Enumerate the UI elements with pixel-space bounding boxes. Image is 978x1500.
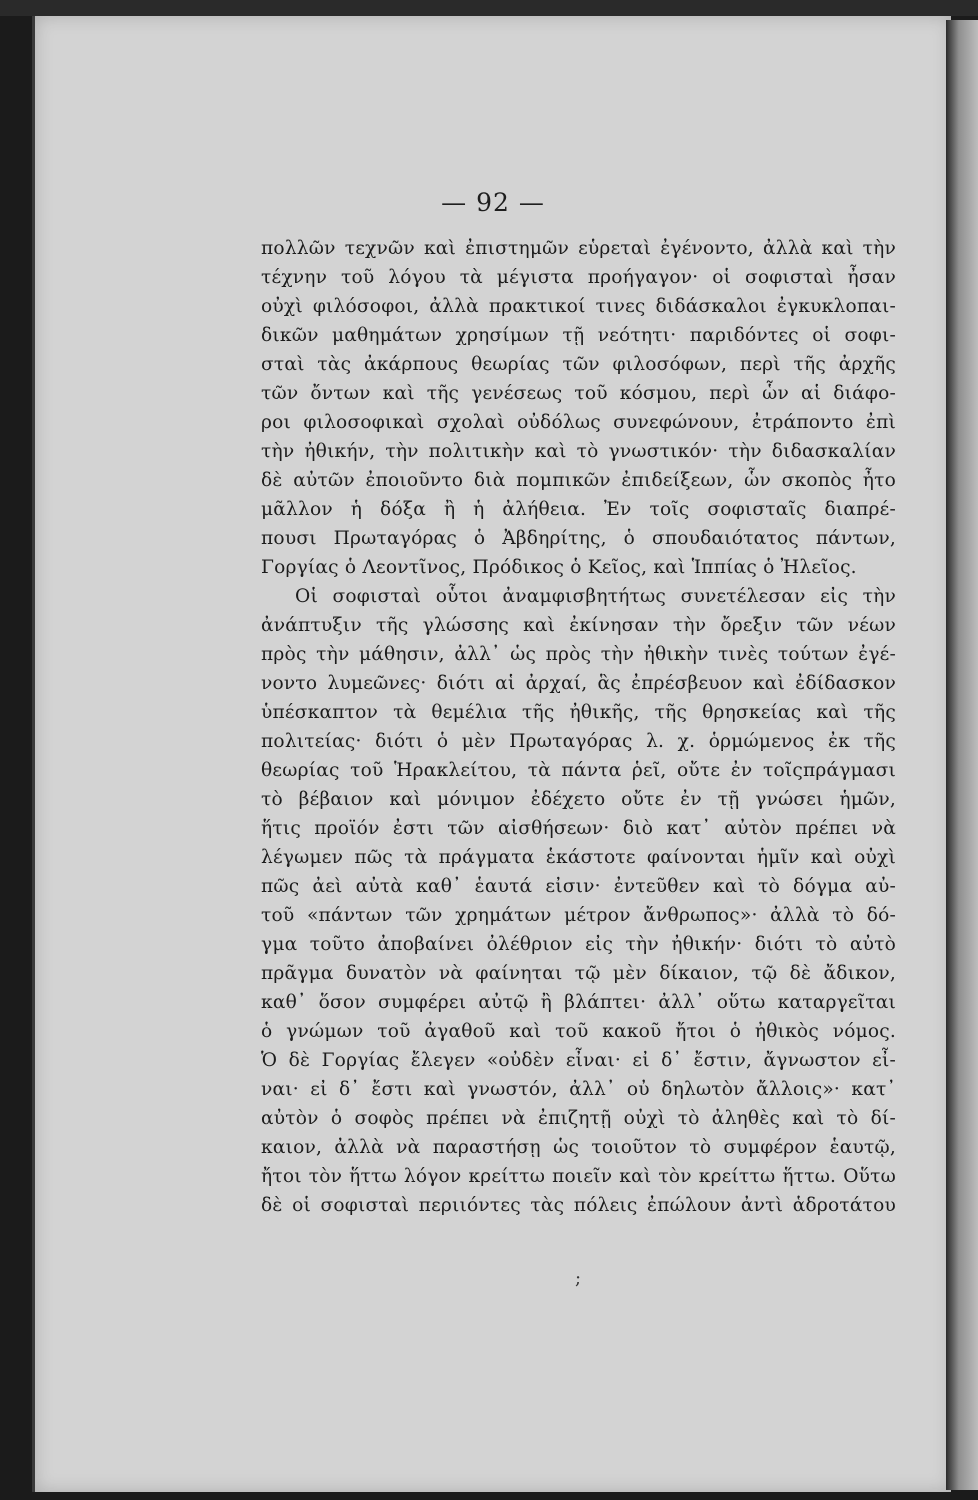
text-line: δὲ οἱ σοφισταὶ περιιόντες τὰς πόλεις ἐπώλουν ἀντὶ ἁδροτάτου — [261, 1195, 896, 1216]
text-line: ἥτις προϊόν ἐστι τῶν αἰσθήσεων· διὸ κατ᾽ αὐτὸν πρέπει νὰ — [261, 818, 896, 839]
text-line: πολιτείας· διότι ὁ μὲν Πρωταγόρας λ. χ. ὁρμώμενος ἐκ τῆς — [261, 731, 896, 752]
text-line: δὲ αὐτῶν ἐποιοῦντο διὰ πομπικῶν ἐπιδείξεων, ὧν σκοπὸς ἦτο — [261, 470, 896, 491]
text-line: Γοργίας ὁ Λεοντῖνος, Πρόδικος ὁ Κεῖος, καὶ Ἱππίας ὁ Ἠλεῖος. — [261, 557, 857, 578]
text-line: λέγωμεν πῶς τὰ πράγματα ἑκάστοτε φαίνονται ἡμῖν καὶ οὐχὶ — [261, 847, 896, 868]
text-line: καιον, ἀλλὰ νὰ παραστήσῃ ὡς τοιοῦτον τὸ συμφέρον ἑαυτῷ, — [261, 1137, 896, 1158]
text-line: δικῶν μαθημάτων χρησίμων τῇ νεότητι· παριδόντες οἱ σοφι- — [261, 325, 896, 346]
text-line: Ὁ δὲ Γοργίας ἔλεγεν «οὐδὲν εἶναι· εἰ δ᾽ ἔστιν, ἄγνωστον εἶ- — [261, 1050, 896, 1071]
text-line: ἤτοι τὸν ἥττω λόγον κρείττω ποιεῖν καὶ τὸν κρείττω ἥττω. Οὕτω — [261, 1166, 896, 1187]
text-line: αὐτὸν ὁ σοφὸς πρέπει νὰ ἐπιζητῇ οὐχὶ τὸ ἀληθὲς καὶ τὸ δί- — [261, 1108, 896, 1129]
text-line: τῶν ὄντων καὶ τῆς γενέσεως τοῦ κόσμου, περὶ ὧν αἱ διάφο- — [261, 383, 896, 404]
body-text — [261, 234, 896, 1220]
ink-speck: ; — [575, 1268, 582, 1289]
text-line: καθ᾽ ὅσον συμφέρει αὐτῷ ἢ βλάπτει· ἀλλ᾽ οὕτω καταργεῖται — [261, 992, 896, 1013]
text-line: τέχνην τοῦ λόγου τὰ μέγιστα προήγαγον· οἱ σοφισταὶ ἦσαν — [261, 267, 896, 288]
text-line: σταὶ τὰς ἀκάρπους θεωρίας τῶν φιλοσόφων, περὶ τῆς ἀρχῆς — [261, 354, 896, 375]
text-line: τοῦ «πάντων τῶν χρημάτων μέτρον ἄνθρωπος»· ἀλλὰ τὸ δό- — [261, 905, 896, 926]
text-line: οὐχὶ φιλόσοφοι, ἀλλὰ πρακτικοί τινες διδάσκαλοι ἐγκυκλοπαι- — [261, 296, 896, 317]
text-line: ὁ γνώμων τοῦ ἀγαθοῦ καὶ τοῦ κακοῦ ἤτοι ὁ ἠθικὸς νόμος. — [261, 1021, 896, 1042]
scan-top-border — [0, 0, 978, 16]
text-line: ροι φιλοσοφικαὶ σχολαὶ οὐδόλως συνεφώνουν, ἐτράποντο ἐπὶ — [261, 412, 896, 433]
text-line: ναι· εἰ δ᾽ ἔστι καὶ γνωστόν, ἀλλ᾽ οὐ δηλωτὸν ἄλλοις»· κατ᾽ — [261, 1079, 896, 1100]
text-line: πρᾶγμα δυνατὸν νὰ φαίνηται τῷ μὲν δίκαιον, τῷ δὲ ἄδικον, — [261, 963, 896, 984]
page-number: — 92 — — [441, 188, 545, 217]
text-line: θεωρίας τοῦ Ἡρακλείτου, τὰ πάντα ῥεῖ, οὔτε ἐν τοῖςπράγμασι — [261, 760, 896, 781]
text-line: πουσι Πρωταγόρας ὁ Ἀβδηρίτης, ὁ σπουδαιότατος πάντων, — [261, 528, 896, 549]
book-page — [32, 16, 951, 1492]
paragraph-start-line: Οἱ σοφισταὶ οὗτοι ἀναμφισβητήτως συνετέλεσαν εἰς τὴν — [295, 586, 896, 607]
text-line: ἀνάπτυξιν τῆς γλώσσης καὶ ἐκίνησαν τὴν ὄρεξιν τῶν νέων — [261, 615, 896, 636]
text-line: τὸ βέβαιον καὶ μόνιμον ἐδέχετο οὔτε ἐν τῇ γνώσει ἡμῶν, — [261, 789, 896, 810]
text-line: γμα τοῦτο ἀποβαίνει ὀλέθριον εἰς τὴν ἠθικήν· διότι τὸ αὐτὸ — [261, 934, 896, 955]
text-line: νοντο λυμεῶνες· διότι αἱ ἀρχαί, ἃς ἐπρέσβευον καὶ ἐδίδασκον — [261, 673, 896, 694]
text-line: πῶς ἀεὶ αὐτὰ καθ᾽ ἑαυτά εἰσιν· ἐντεῦθεν καὶ τὸ δόγμα αὐ- — [261, 876, 896, 897]
text-line: τὴν ἠθικήν, τὴν πολιτικὴν καὶ τὸ γνωστικόν· τὴν διδασκαλίαν — [261, 441, 896, 462]
text-line: ὑπέσκαπτον τὰ θεμέλια τῆς ἠθικῆς, τῆς θρησκείας καὶ τῆς — [261, 702, 896, 723]
adjacent-page-edge — [946, 20, 978, 1490]
text-line: πολλῶν τεχνῶν καὶ ἐπιστημῶν εὑρεταὶ ἐγένοντο, ἀλλὰ καὶ τὴν — [261, 238, 896, 259]
text-line: μᾶλλον ἡ δόξα ἢ ἡ ἀλήθεια. Ἐν τοῖς σοφισταῖς διαπρέ- — [261, 499, 896, 520]
text-line: πρὸς τὴν μάθησιν, ἀλλ᾽ ὡς πρὸς τὴν ἠθικὴν τινὲς τούτων ἐγέ- — [261, 644, 896, 665]
